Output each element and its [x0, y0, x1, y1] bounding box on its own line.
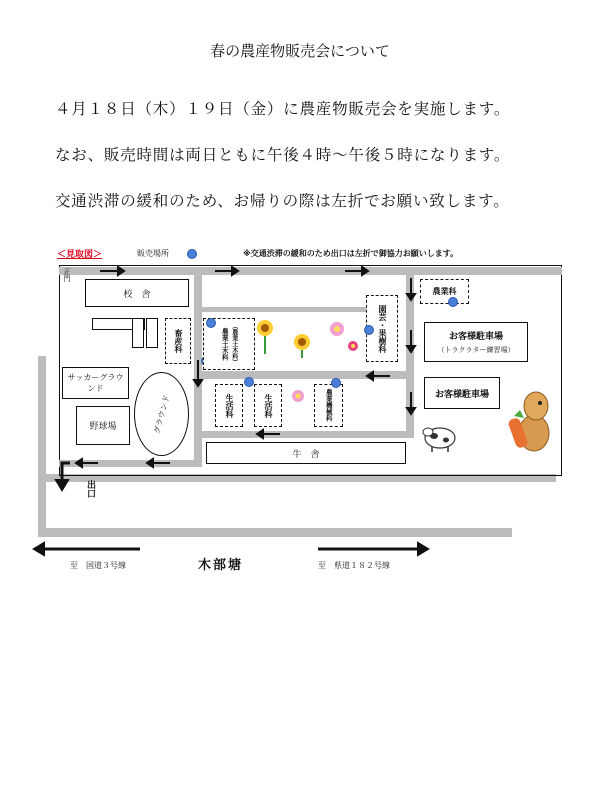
notice-line-1: ４月１８日（木）１９日（金）に農産物販売会を実施します。	[55, 100, 511, 118]
legend-sales-label: 販売場所	[137, 249, 169, 258]
baseball-field: 野球場	[76, 406, 130, 445]
agriculture-label: 農業科	[432, 287, 457, 296]
exit-label: 出口	[85, 480, 95, 498]
map-legend-title: ＜見取図＞	[57, 250, 103, 260]
sales-dot-agri-civil	[206, 318, 216, 328]
street-name: 木部塘	[198, 558, 244, 573]
cowshed: 牛 舎	[206, 442, 406, 464]
page-title: 春の農産物販売会について	[210, 42, 390, 60]
agri-machine-label: 農業機械科	[324, 389, 333, 422]
flower-decoration	[255, 318, 365, 358]
parking-area-1	[424, 322, 528, 362]
livestock-label: 畜産科	[174, 329, 183, 353]
small-flower	[288, 386, 308, 406]
sales-dot-agri-machine	[331, 378, 341, 388]
horticulture-label: 園芸・果樹科	[378, 304, 387, 353]
life-stall-1	[215, 384, 243, 427]
notice-line-3: 交通渋滞の緩和のため、お帰りの際は左折でお願い致します。	[55, 192, 510, 210]
life2-label: 生活科	[264, 393, 273, 418]
soccer-field: サッカーグラウンド	[62, 367, 129, 399]
ground-label: グラウンド	[151, 393, 172, 435]
horse-illustration	[506, 388, 556, 458]
notice-line-2: なお、販売時間は両日ともに午後４時～午後５時になります。	[55, 146, 511, 164]
sales-dot-horticulture	[364, 325, 374, 335]
life-stall-2	[254, 384, 282, 427]
school-building: 校 舎	[85, 279, 189, 307]
parking1-label: お客様駐車場	[448, 332, 503, 342]
annex-building-3	[146, 318, 158, 348]
gate-label: 正門	[63, 268, 71, 282]
agriculture-stall	[420, 279, 469, 304]
annex-building-2	[132, 318, 144, 348]
left-route-label: 至 国道３号線	[70, 561, 126, 570]
exit-notice: ※交通渋滞の緩和のため出口は左折で御協力お願いします。	[243, 249, 459, 258]
livestock-stall	[165, 318, 191, 364]
right-route-label: 至 県道１８２号線	[318, 561, 390, 570]
agri-civil-label: 農業土木科	[220, 327, 229, 361]
sales-dot-life-1	[244, 377, 254, 387]
life1-label: 生活科	[225, 393, 234, 418]
ground-field	[134, 372, 189, 456]
cow-illustration	[420, 420, 460, 454]
sales-dot-agriculture	[448, 297, 458, 307]
agri-machine-stall	[314, 384, 343, 427]
parking1-sublabel: （トラクラター練習場）	[437, 346, 515, 354]
parking-area-2: お客様駐車場	[424, 377, 500, 409]
agri-civil-sublabel: （農業土木科）	[230, 323, 238, 365]
